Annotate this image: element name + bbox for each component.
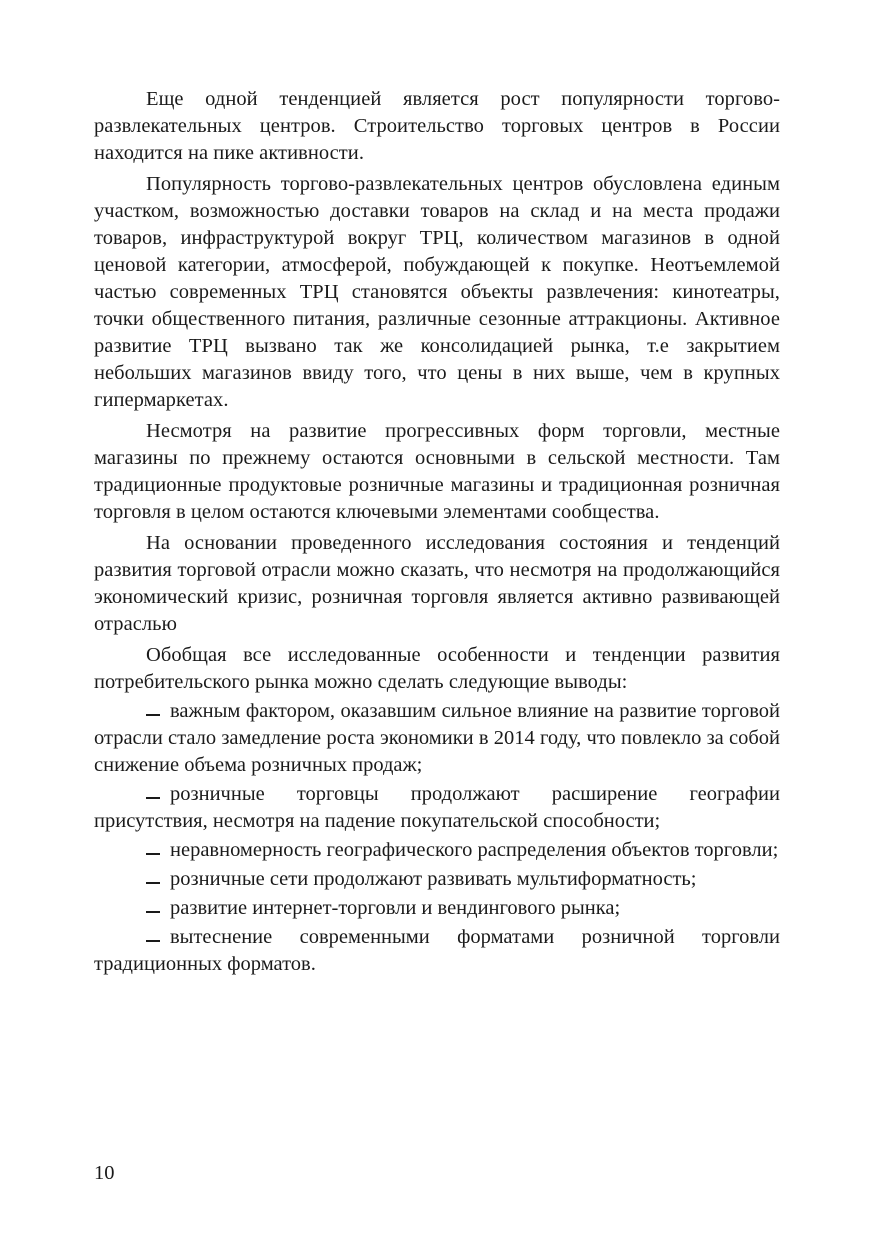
paragraph-research-basis: На основании проведенного исследования состояния и тенденций развития торговой отрасли можно сказать, что несмотря на продолжающийся экономический кризис, розничная торговля является активно развивающей отраслью <box>94 532 780 635</box>
list-item <box>94 781 780 835</box>
dash-bullet-icon <box>146 797 160 799</box>
list-item-text: розничные сети продолжают развивать мультиформатность; <box>170 868 697 890</box>
list-item <box>94 698 780 779</box>
dash-bullet-icon <box>146 714 160 716</box>
list-item <box>94 895 780 922</box>
list-item-text: розничные торговцы продолжают расширение географии присутствия, несмотря на падение покупательской способности; <box>94 783 780 832</box>
list-item <box>94 924 780 978</box>
paragraph-conclusions-intro: Обобщая все исследованные особенности и тенденции развития потребительского рынка можно сделать следующие выводы: <box>94 644 780 693</box>
list-item-text: вытеснение современными форматами розничной торговли традиционных форматов. <box>94 926 780 975</box>
page-body <box>94 86 780 978</box>
paragraph-trc-popularity: Популярность торгово-развлекательных центров обусловлена единым участком, возможностью доставки товаров на склад и на места продажи товаров, инфраструктурой вокруг ТРЦ, количеством магазинов в одной ценовой категории, атмосферой, побуждающей к покупке. Неотъемлемой частью современных ТРЦ становятся объекты развлечения: кинотеатры, точки общественного питания, различные сезонные аттракционы. Активное развитие ТРЦ вызвано так же консолидацией рынка, т.е закрытием небольших магазинов ввиду того, что цены в них выше, чем в крупных гипермаркетах. <box>94 173 780 411</box>
conclusions-list <box>94 698 780 978</box>
list-item-text: неравномерность географического распределения объектов торговли; <box>170 839 779 861</box>
paragraph-rural-stores: Несмотря на развитие прогрессивных форм торговли, местные магазины по прежнему остаются основными в сельской местности. Там традиционные продуктовые розничные магазины и традиционная розничная торговля в целом остаются ключевыми элементами сообщества. <box>94 420 780 523</box>
list-item <box>94 837 780 864</box>
dash-bullet-icon <box>146 940 160 942</box>
page-number: 10 <box>94 1162 115 1184</box>
paragraph-trc-trend: Еще одной тенденцией является рост популярности торгово-развлекательных центров. Строительство торговых центров в России находится на пике активности. <box>94 88 780 164</box>
dash-bullet-icon <box>146 882 160 884</box>
list-item <box>94 866 780 893</box>
list-item-text: развитие интернет-торговли и вендингового рынка; <box>170 897 621 919</box>
dash-bullet-icon <box>146 911 160 913</box>
dash-bullet-icon <box>146 853 160 855</box>
list-item-text: важным фактором, оказавшим сильное влияние на развитие торговой отрасли стало замедление роста экономики в 2014 году, что повлекло за собой снижение объема розничных продаж; <box>94 700 780 776</box>
